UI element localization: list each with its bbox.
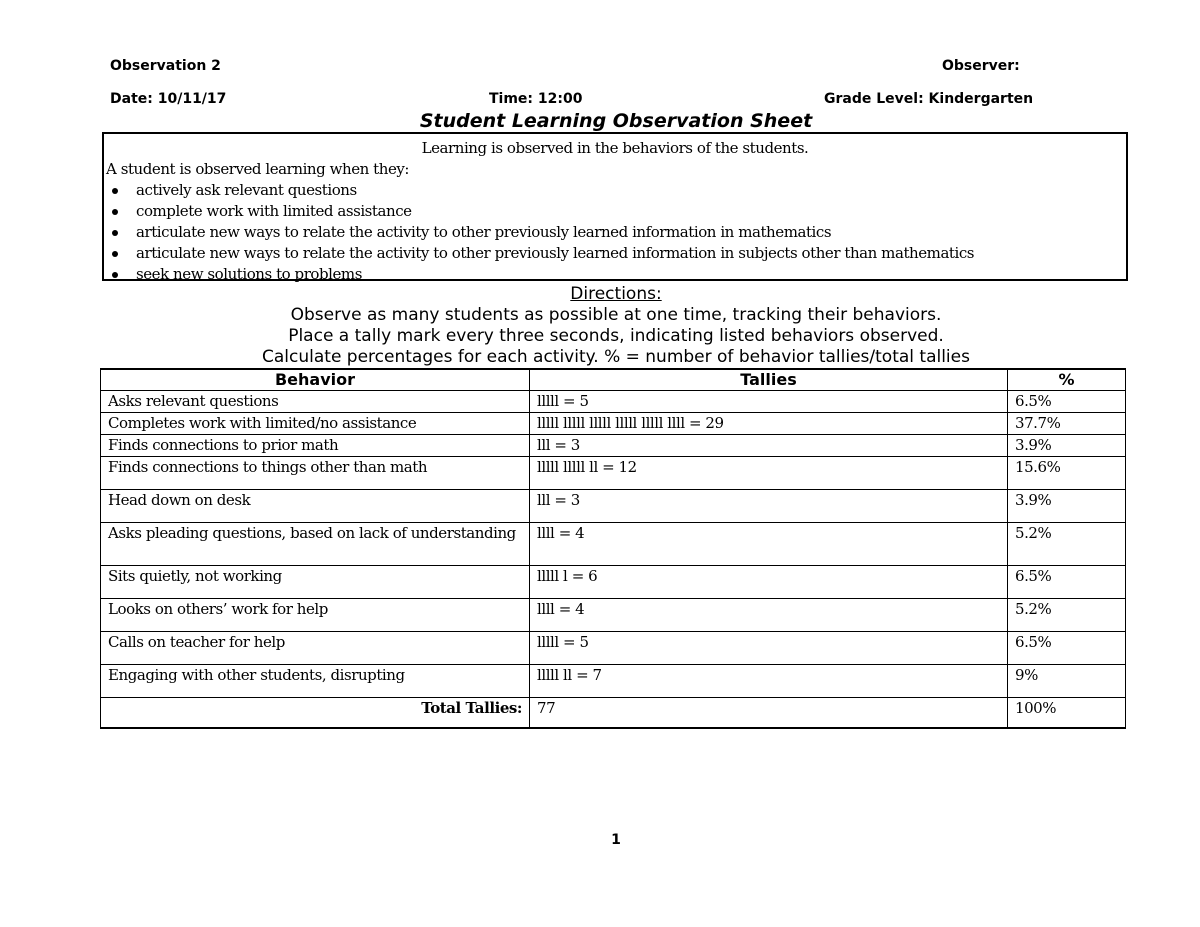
tallies-cell: lllll = 5 [530, 391, 1008, 413]
percent-cell: 6.5% [1008, 391, 1126, 413]
percent-cell: 9% [1008, 665, 1126, 698]
table-row [101, 435, 1126, 457]
tallies-cell: lllll = 5 [530, 632, 1008, 665]
percent-cell: 3.9% [1008, 435, 1126, 457]
total-percent: 100% [1008, 698, 1126, 729]
table-row [101, 632, 1126, 665]
date-label: Date: 10/11/17 [110, 91, 227, 107]
directions-title: Directions: [570, 284, 662, 304]
tallies-cell: lllll lllll ll = 12 [530, 457, 1008, 490]
behavior-cell: Engaging with other students, disrupting [101, 665, 530, 698]
table-row [101, 599, 1126, 632]
tallies-cell: lllll ll = 7 [530, 665, 1008, 698]
observer-label: Observer: [942, 58, 1020, 74]
behavior-cell: Finds connections to prior math [101, 435, 530, 457]
time-label: Time: 12:00 [489, 91, 583, 107]
total-row [101, 698, 1126, 729]
percent-cell: 6.5% [1008, 566, 1126, 599]
total-tallies: 77 [530, 698, 1008, 729]
percent-cell: 15.6% [1008, 457, 1126, 490]
table-row [101, 490, 1126, 523]
directions [0, 284, 1200, 368]
learning-criteria-list [104, 180, 1126, 285]
tallies-cell: lllll lllll lllll lllll lllll llll = 29 [530, 413, 1008, 435]
table-row [101, 665, 1126, 698]
behavior-cell: Head down on desk [101, 490, 530, 523]
directions-line: Place a tally mark every three seconds, indicating listed behaviors observed. [288, 326, 944, 346]
directions-line: Observe as many students as possible at one time, tracking their behaviors. [290, 305, 942, 325]
tallies-cell: lll = 3 [530, 490, 1008, 523]
criteria-item: articulate new ways to relate the activity to other previously learned information in mathematics [104, 222, 1126, 243]
behavior-cell: Asks pleading questions, based on lack of understanding [101, 523, 530, 566]
intro-lead: A student is observed learning when they: [106, 160, 410, 178]
table-row [101, 413, 1126, 435]
behavior-tally-table [100, 368, 1126, 729]
percent-cell: 6.5% [1008, 632, 1126, 665]
header-percent: % [1008, 369, 1126, 391]
tallies-cell: lllll l = 6 [530, 566, 1008, 599]
percent-cell: 37.7% [1008, 413, 1126, 435]
criteria-item: articulate new ways to relate the activity to other previously learned information in subjects other than mathematics [104, 243, 1126, 264]
header-behavior: Behavior [101, 369, 530, 391]
percent-cell: 3.9% [1008, 490, 1126, 523]
total-label: Total Tallies: [101, 698, 530, 729]
tallies-cell: lll = 3 [530, 435, 1008, 457]
criteria-item: complete work with limited assistance [104, 201, 1126, 222]
table-row [101, 523, 1126, 566]
behavior-cell: Calls on teacher for help [101, 632, 530, 665]
page-number: 1 [611, 832, 621, 848]
observation-label: Observation 2 [110, 58, 221, 74]
criteria-item: actively ask relevant questions [104, 180, 1126, 201]
criteria-item: seek new solutions to problems [104, 264, 1126, 285]
tallies-cell: llll = 4 [530, 599, 1008, 632]
behavior-cell: Finds connections to things other than math [101, 457, 530, 490]
table-row [101, 391, 1126, 413]
table-row [101, 457, 1126, 490]
behavior-cell: Asks relevant questions [101, 391, 530, 413]
intro-first-line: Learning is observed in the behaviors of the students. [421, 139, 809, 157]
directions-line: Calculate percentages for each activity. % = number of behavior tallies/total tallies [262, 347, 970, 367]
grade-level-label: Grade Level: Kindergarten [824, 91, 1034, 107]
intro-box [102, 132, 1128, 281]
behavior-cell: Completes work with limited/no assistance [101, 413, 530, 435]
behavior-cell: Sits quietly, not working [101, 566, 530, 599]
table-header-row [101, 369, 1126, 391]
tallies-cell: llll = 4 [530, 523, 1008, 566]
percent-cell: 5.2% [1008, 599, 1126, 632]
header-tallies: Tallies [530, 369, 1008, 391]
percent-cell: 5.2% [1008, 523, 1126, 566]
sheet-title: Student Learning Observation Sheet [419, 110, 813, 132]
table-row [101, 566, 1126, 599]
behavior-cell: Looks on others’ work for help [101, 599, 530, 632]
